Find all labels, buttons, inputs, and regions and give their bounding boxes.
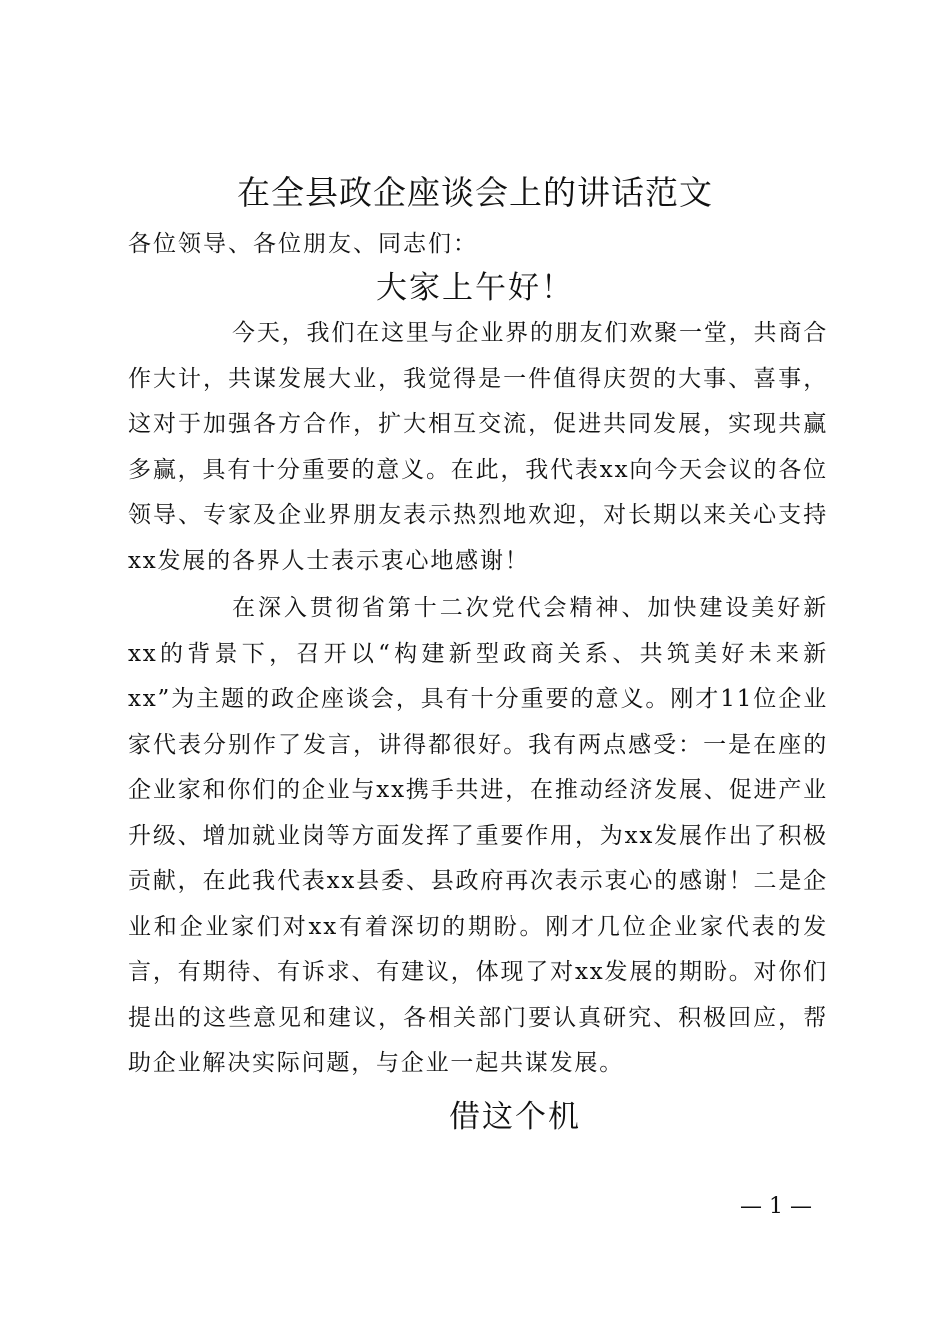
page-number: — 1 — <box>740 1194 812 1219</box>
body-paragraph: 在深入贯彻省第十二次党代会精神、加快建设美好新xx的背景下，召开以“构建新型政商关系、共筑美好未来新xx”为主题的政企座谈会，具有十分重要的意义。刚才11位企业家代表分别作了发言，讲得都很好。我有两点感受：一是在座的企业家和你们的企业与xx携手共进，在推动经济发展、促进产业升级、增加就业岗等方面发挥了重要作用，为xx发展作出了积极贡献，在此我代表xx县委、县政府再次表示衷心的感谢！二是企业和企业家们对xx有着深切的期盼。刚才几位企业家代表的发言，有期待、有诉求、有建议，体现了对xx发展的期盼。对你们提出的这些意见和建议，各相关部门要认真研究、积极回应，帮助企业解决实际问题，与企业一起共谋发展。 <box>128 595 828 1076</box>
salutation: 各位领导、各位朋友、同志们： <box>128 231 478 257</box>
continuation-text: 借这个机 <box>449 1099 581 1135</box>
greeting: 大家上午好！ <box>376 270 574 306</box>
body-paragraph: 今天，我们在这里与企业界的朋友们欢聚一堂，共商合作大计，共谋发展大业，我觉得是一件值得庆贺的大事、喜事，这对于加强各方合作，扩大相互交流，促进共同发展，实现共赢多赢，具有十分重要的意义。在此，我代表xx向今天会议的各位领导、专家及企业界朋友表示热烈地欢迎，对长期以来关心支持xx发展的各界人士表示衷心地感谢！ <box>128 320 828 574</box>
document-title: 在全县政企座谈会上的讲话范文 <box>237 173 713 212</box>
